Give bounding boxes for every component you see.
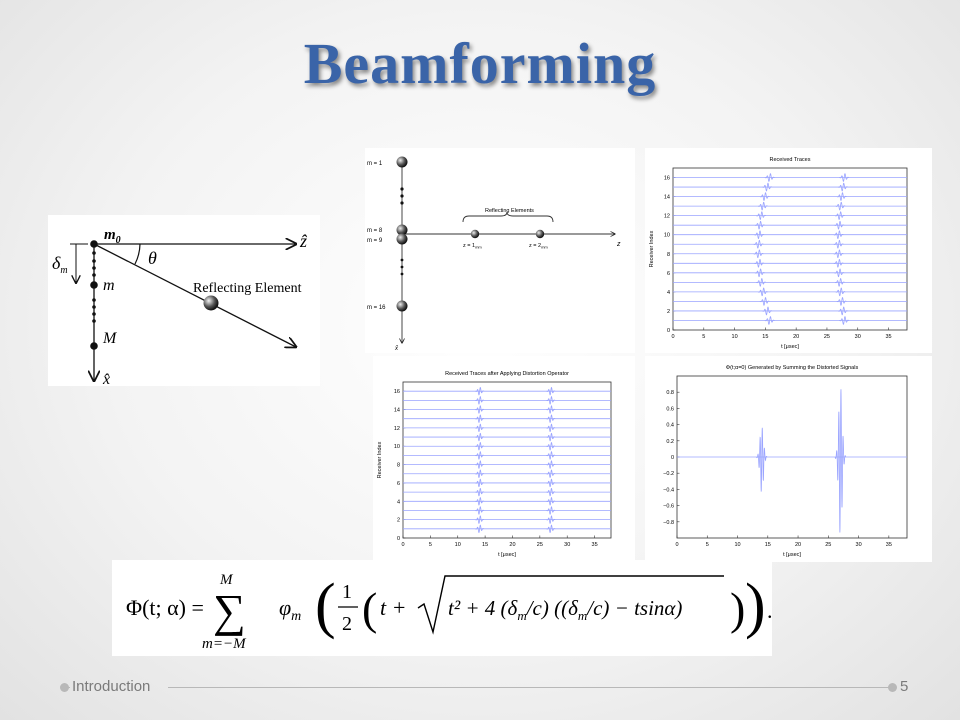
x-tick-label: 30 [855,542,862,548]
pulse-second [834,240,844,248]
pulse-second [834,250,844,258]
pulse-second [839,317,849,325]
phi-symbol: φ [279,595,292,620]
pulse-first [762,307,772,315]
frac-denominator: 2 [342,613,352,635]
ellipsis-dot [400,194,403,197]
element-dot [92,305,96,309]
pulse-first [475,406,484,413]
element-m-dot [90,281,98,289]
delta-subscript: m [60,265,68,276]
pulse-second [546,479,555,486]
phi-signal-chart [645,356,932,562]
m0-subscript: 0 [115,235,121,246]
radicand-mid: /c) ((δ [526,596,578,620]
svg-text:t² + 4 (δm/c) ((δm/c) − tsinα) [448,596,682,623]
pulse-second [838,307,848,315]
ellipsis-dot [401,266,404,269]
bracket-label: Reflecting Elements [485,208,534,214]
pulse-second [546,387,555,394]
pulse-second [546,443,555,450]
pulse-first [475,397,484,404]
reflector-2 [536,230,544,238]
ellipsis-dot [400,201,403,204]
inner-left-paren: ( [362,583,378,634]
y-tick-label: 0.8 [666,390,674,397]
pulse-first [475,470,484,477]
x-tick-label: 25 [536,542,543,548]
x-tick-label: 10 [734,542,741,548]
svg-text:φm [279,595,301,624]
t-plus: t + [380,595,407,620]
equation-lhs: Φ(t; α) = [126,595,204,620]
radicand-sub-2: m [577,608,588,623]
radicand-end: /c) − tsinα) [587,596,683,620]
element-dot [92,319,96,323]
footer-right-dot [888,683,897,692]
element-dot [92,259,96,263]
inner-right-paren: ) [730,583,746,634]
y-tick-label: 8 [666,251,670,258]
ellipsis-dot [401,259,404,262]
ellipsis-dot [401,273,404,276]
pulse-second [834,269,844,277]
radicand-sub-1: m [517,608,527,623]
pulse-first [475,498,484,505]
y-tick-label: 6 [666,270,670,277]
y-tick-label: −0.2 [663,471,674,478]
pulse-second [836,288,846,296]
svg-text:z = 1mm [463,243,482,250]
x-axis-label: t [μsec] [783,552,801,558]
z2-subscript: mm [541,244,548,250]
x-tick-label: 30 [854,334,861,340]
label-m8: m = 8 [367,228,383,234]
x-tick-label: 30 [564,542,571,548]
element-dot [92,298,96,302]
x-tick-label: 35 [885,334,892,340]
y-tick-label: 14 [393,407,400,414]
y-axis-label: Receiver Index [649,230,655,268]
y-tick-label: 0 [670,455,674,461]
pulse-first [475,424,484,431]
M-label: M [103,330,117,347]
ellipsis-dot [400,187,403,190]
pulse-first [475,479,484,486]
pulse-first [475,415,484,422]
pulse-second [837,193,847,201]
array-element-9 [397,234,408,245]
radicand-start: t² + 4 (δ [448,596,518,620]
pulse-first [756,212,766,220]
x-tick-label: 10 [454,542,461,548]
y-tick-label: 12 [393,425,400,432]
pulse-second [836,202,846,210]
array-x-label: x̂ [395,346,398,352]
pulse-second [546,525,555,532]
pulse-first [760,298,770,306]
x-tick-label: 15 [764,542,771,548]
pulse-second [835,212,845,220]
x-tick-label: 20 [509,542,516,548]
pulse-second [546,507,555,514]
pulse-second [546,452,555,459]
pulse-first [754,250,764,258]
z-axis-label: ẑ [300,231,308,251]
pulse-second [837,298,847,306]
x-tick-label: 35 [885,542,892,548]
pulse-first [760,193,770,201]
chart-title: Φ(t;α=0) Generated by Summing the Distorted Signals [725,365,859,371]
y-tick-label: 0.4 [666,422,674,429]
y-tick-label: 10 [393,444,400,451]
reflector-1 [471,230,479,238]
x-tick-label: 35 [591,542,598,548]
y-tick-label: 0.6 [666,406,674,413]
x-tick-label: 5 [428,542,432,548]
pulse-first [475,507,484,514]
x-axis-label: t [μsec] [781,344,799,350]
z2-label: z = 2 [529,243,542,249]
pulse-first [754,240,764,248]
svg-text:m0 [104,227,121,246]
pulse-first [754,231,764,239]
pulse-second [838,183,848,191]
label-m16: m = 16 [367,305,386,311]
y-tick-label: 4 [396,499,400,506]
x-axis-label: t [μsec] [498,552,516,558]
sum-sign: ∑ [213,585,246,636]
received-traces-chart [645,148,932,353]
pulse-first [475,387,484,394]
pulse-second [546,424,555,431]
x-tick-label: 15 [482,542,489,548]
geometry-figure [48,215,320,386]
x-tick-label: 25 [823,334,831,340]
pulse-first [762,183,772,191]
x-tick-label: 0 [401,542,405,548]
y-tick-label: 0 [396,536,400,542]
element-dot [92,273,96,277]
theta-label: θ [148,248,157,268]
pulse-second [839,174,849,182]
x-tick-label: 0 [675,542,679,548]
y-tick-label: 8 [396,462,400,469]
svg-text:δm [52,253,68,276]
signal-burst-2 [835,389,846,532]
pulse-second [546,470,555,477]
array-figure [365,148,635,353]
chart-title: Received Traces after Applying Distortion Operator [445,371,569,377]
y-tick-label: 0 [666,328,670,334]
y-axis-label: Receiver Index [377,441,383,479]
footer-section-label: Introduction [72,678,151,695]
outer-left-paren: ( [315,572,336,640]
equation-box [112,560,772,656]
slide-title: Beamforming [303,31,657,96]
x-axis-label: x̂ [103,371,111,386]
x-tick-label: 5 [705,542,709,548]
page-number: 5 [900,678,909,695]
pulse-first [475,433,484,440]
svg-text:z = 2mm [529,243,548,250]
pulse-second [546,516,555,523]
pulse-second [546,397,555,404]
y-tick-label: 4 [666,289,670,296]
x-tick-label: 15 [762,334,769,340]
pulse-second [546,406,555,413]
y-tick-label: 12 [663,213,670,220]
pulse-first [475,488,484,495]
y-tick-label: 14 [663,194,670,201]
z1-label: z = 1 [463,243,476,249]
array-element-1 [397,157,408,168]
pulse-first [475,516,484,523]
frac-numerator: 1 [342,581,352,603]
equation-tail: . [767,598,772,623]
array-element-16 [397,301,408,312]
pulse-first [765,174,775,182]
element-dot [92,266,96,270]
pulse-first [755,269,765,277]
footer-rule [168,687,890,688]
pulse-first [758,202,768,210]
pulse-second [834,259,844,267]
pulse-first [758,288,768,296]
delta-label: δ [52,253,61,273]
pulse-first [755,221,765,229]
pulse-second [834,231,844,239]
x-tick-label: 20 [794,542,802,548]
y-tick-label: 0.2 [666,438,674,445]
footer-left-line [64,687,70,688]
theta-arc [135,244,140,264]
pulse-second [546,415,555,422]
signal-burst-1 [756,428,767,492]
pulse-second [834,221,844,229]
m-label: m [103,277,115,294]
x-tick-label: 5 [702,334,706,340]
chart-title: Received Traces [769,157,811,163]
pulse-second [546,498,555,505]
label-m1: m = 1 [367,161,383,167]
pulse-second [835,279,845,287]
y-tick-label: 2 [396,517,400,524]
y-tick-label: −0.8 [663,519,674,526]
pulse-first [765,317,775,325]
pulse-second [546,461,555,468]
plot-frame [673,168,907,330]
outer-right-paren: ) [745,572,766,640]
pulse-first [475,461,484,468]
y-tick-label: −0.6 [663,503,674,510]
element-m0-dot [90,240,98,248]
pulse-second [546,433,555,440]
pulse-first [475,443,484,450]
z1-subscript: mm [475,244,482,250]
x-tick-label: 20 [793,334,800,340]
x-tick-label: 25 [825,542,832,548]
sum-lower: m=−M [202,636,246,652]
pulse-first [475,525,484,532]
x-tick-label: 0 [671,334,675,340]
pulse-first [756,279,766,287]
y-tick-label: 16 [663,175,670,182]
pulse-second [546,488,555,495]
x-tick-label: 10 [731,334,738,340]
y-tick-label: −0.4 [663,487,674,494]
plot-frame [403,382,611,538]
y-tick-label: 10 [663,232,670,239]
distorted-traces-chart [373,356,635,561]
pulse-first [475,452,484,459]
element-dot [92,251,96,255]
element-M-dot [90,342,98,350]
phi-subscript: m [291,609,302,624]
pulse-first [754,259,764,267]
array-z-label: z [617,241,621,248]
element-dot [92,312,96,316]
m0-label: m [104,227,116,243]
sum-upper: M [220,572,233,588]
y-tick-label: 6 [396,480,400,487]
label-m9: m = 9 [367,238,383,244]
y-tick-label: 16 [393,389,400,396]
reflector-label: Reflecting Element [193,281,302,296]
y-tick-label: 2 [666,308,670,315]
reflector-ball [204,296,219,311]
